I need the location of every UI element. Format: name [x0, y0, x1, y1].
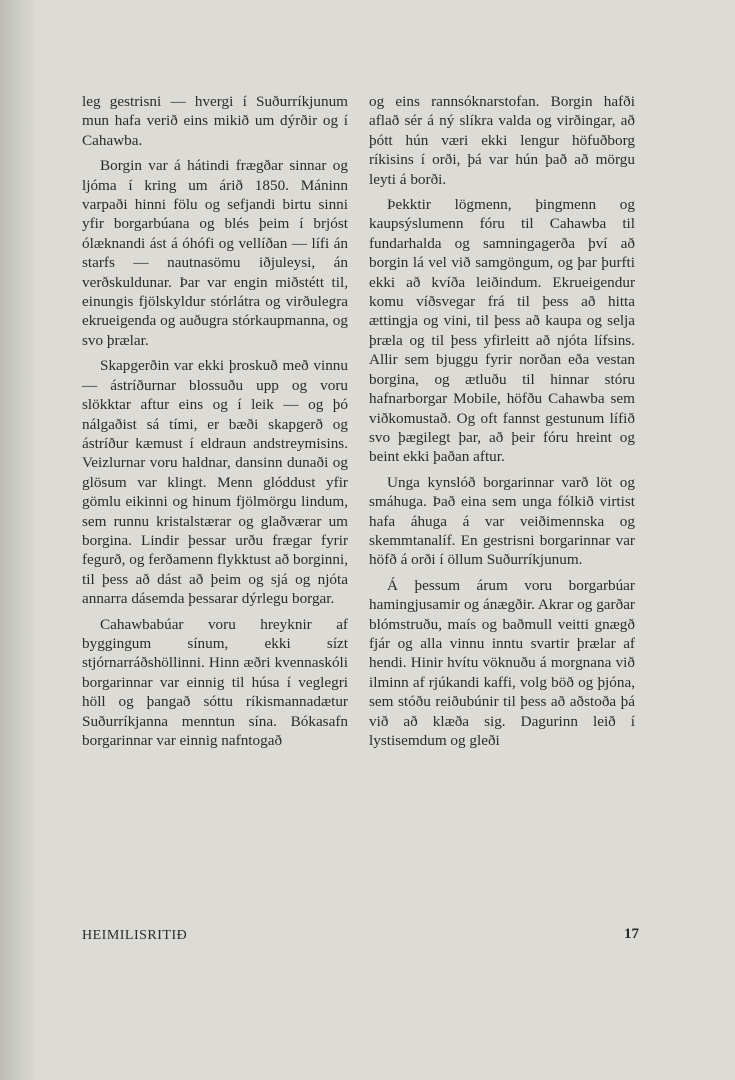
page-number: 17	[624, 926, 639, 942]
paragraph: Unga kynslóð borgarinnar varð löt og smáhuga. Það eina sem unga fólkið virtist hafa áhuga á var veiðimennska og skemmtanalíf. En gestrisni borgarinnar var höfð á orði í öllum Suðurríkjunum.	[369, 473, 635, 569]
binding-gutter	[0, 0, 34, 1080]
paragraph: Skapgerðin var ekki þroskuð með vinnu — ástríðurnar blossuðu upp og voru slökktar aftur eins og í leik — og þó nálgaðist sá tími, er bæði skapgerð og ástríður kæmust í eldraun andstreymisins. Veizlurnar voru haldnar, dansinn dunaði og glösum var klingt. Menn glóddust yfir gömlu eikinni og hinum fjölmörgu lindum, sem runnu kristalstærar og glaðværar um borgina. Lindir þessar urðu frægar fyrir fegurð, og ferðamenn flykktust að borginni, til þess að dást að þeim og sjá og njóta annarra dásemda þessarar dýrlegu borgar.	[82, 357, 348, 608]
paragraph: leg gestrisni — hvergi í Suðurríkjunum mun hafa verið eins mikið um dýrðir og í Cahawba.	[82, 93, 348, 149]
paragraph: og eins rannsóknarstofan. Borgin hafði aflað sér á ný slíkra valda og virðingar, að þótt hún væri ekki lengur höfuðborg ríkisins í orði, þá var hún það að mörgu leyti á borði.	[369, 93, 635, 188]
right-column	[369, 92, 635, 756]
paragraph: Á þessum árum voru borgarbúar hamingjusamir og ánægðir. Akrar og garðar blómstruðu, maís og baðmull veitti gnægð fjár og alla vinnu inntu svartir þrælar af hendi. Hinir hvítu vöknuðu á morgnana við ilminn af rjúkandi kaffi, volg böð og þjóna, sem stóðu reiðubúnir til þess að aðstoða þá við að klæða sig. Dagurinn leið í lystisemdum og gleði	[369, 576, 635, 749]
paragraph: Borgin var á hátindi frægðar sinnar og ljóma í kring um árið 1850. Máninn varpaði hinni fölu og sefjandi birtu sinni yfir borgarbúana og blés þeim í brjóst ólæknandi ást á óhófi og vellíðan — lífi án starfs — nautnasömu iðjuleysi, án verðskuldunar. Þar var engin miðstétt til, einungis fjölskyldur stórlátra og virðulegra ekrueigenda og auðugra stórkaupmanna, og svo þrælar.	[82, 157, 348, 349]
magazine-name: HEIMILISRITIÐ	[82, 928, 188, 943]
paragraph: Þekktir lögmenn, þingmenn og kaupsýslumenn fóru til Cahawba til fundarhalda og samningagerða því að borgin lá vel við samgöngum, og þar þurfti ekki að kvíða leiðindum. Ekrueigendur komu víðsvegar frá til þess að hitta ættingja og vini, til þess að kaupa og selja þræla og til þess yfirleitt að njóta lífsins. Allir sem bjuggu fyrir norðan eða vestan borgina, og ætluðu til hinnar stóru hafnarborgar Mobile, höfðu Cahawba sem viðkomustað. Og oft fannst gestunum lífið svo þægilegt þar, að þeir fóru hreint og beint ekki þaðan aftur.	[369, 196, 635, 466]
paragraph: Cahawbabúar voru hreyknir af byggingum sínum, ekki sízt stjórnarráðshöllinni. Hinn æðri kvennaskóli borgarinnar var einnig til húsa í veglegri höll og þangað sóttu ríkismannadætur Suðurríkjanna menntun sína. Bókasafn borgarinnar var einnig nafntogað	[82, 615, 348, 749]
left-column	[82, 92, 348, 756]
